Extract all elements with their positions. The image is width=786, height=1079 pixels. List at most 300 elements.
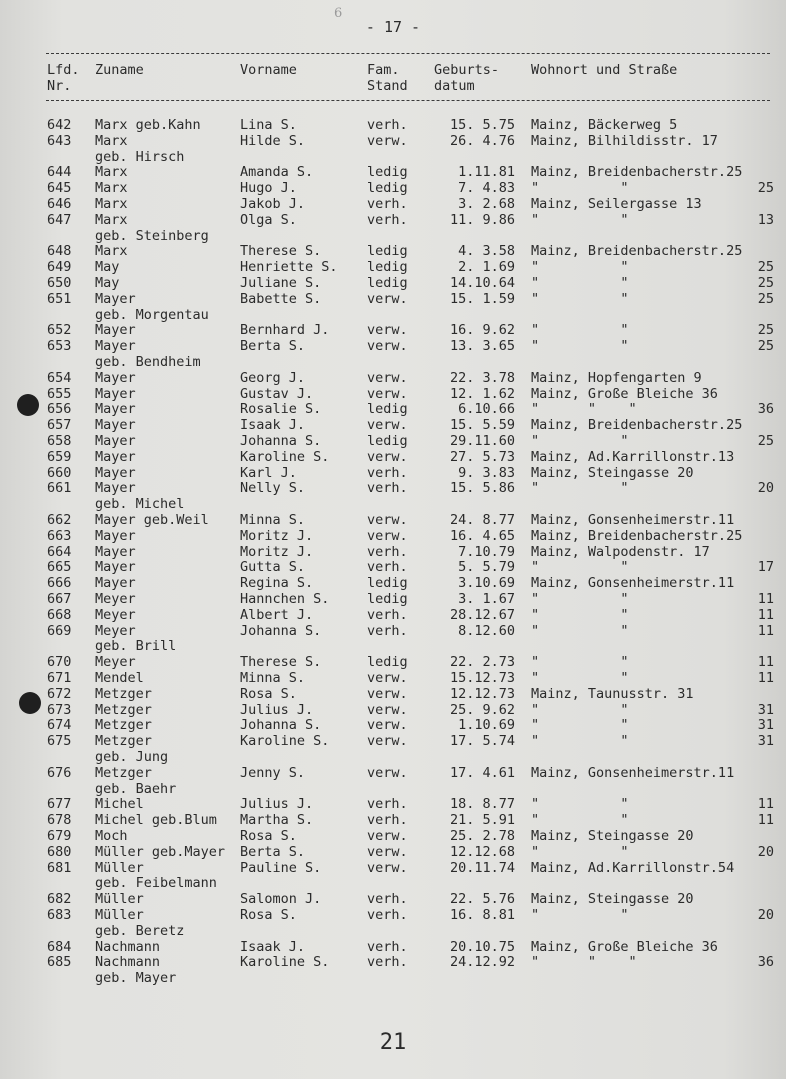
cell-stand: verh. — [367, 939, 408, 955]
cell-datum: 15. 5.75 — [449, 117, 515, 133]
cell-house-number: 31 — [757, 702, 774, 718]
cell-wohnort: Mainz, Breidenbacherstr.25 — [531, 528, 743, 544]
table-row — [0, 275, 786, 291]
cell-zuname: Mendel — [95, 670, 144, 686]
cell-stand: ledig — [367, 164, 408, 180]
cell-stand: ledig — [367, 243, 408, 259]
table-row — [0, 164, 786, 180]
cell-house-number: 25 — [757, 322, 774, 338]
cell-stand: verh. — [367, 196, 408, 212]
cell-nr: 662 — [47, 512, 72, 528]
cell-zuname: May — [95, 259, 120, 275]
cell-datum: 21. 5.91 — [449, 812, 515, 828]
cell-nr: 654 — [47, 370, 72, 386]
cell-wohnort: " " — [531, 812, 629, 828]
table-row — [0, 796, 786, 812]
cell-vorname: Karoline S. — [240, 733, 330, 749]
cell-stand: ledig — [367, 401, 408, 417]
cell-house-number: 20 — [757, 844, 774, 860]
cell-vorname: Minna S. — [240, 512, 306, 528]
cell-nr: 656 — [47, 401, 72, 417]
cell-stand: ledig — [367, 591, 408, 607]
cell-vorname: Jenny S. — [240, 765, 306, 781]
cell-datum: 3. 1.67 — [458, 591, 515, 607]
cell-house-number: 25 — [757, 259, 774, 275]
cell-nr: 670 — [47, 654, 72, 670]
cell-nr: 671 — [47, 670, 72, 686]
cell-zuname: Marx — [95, 243, 128, 259]
cell-zuname: Marx — [95, 180, 128, 196]
cell-wohnort: " " — [531, 259, 629, 275]
cell-zuname: Metzger — [95, 702, 152, 718]
cell-stand: ledig — [367, 654, 408, 670]
cell-datum: 17. 5.74 — [449, 733, 515, 749]
cell-datum: 25. 2.78 — [449, 828, 515, 844]
cell-vorname: Therese S. — [240, 243, 322, 259]
cell-nr: 660 — [47, 465, 72, 481]
table-row — [0, 860, 786, 876]
cell-stand: ledig — [367, 275, 408, 291]
cell-zuname: Meyer — [95, 623, 136, 639]
cell-vorname: Rosalie S. — [240, 401, 322, 417]
cell-datum: 17. 4.61 — [449, 765, 515, 781]
cell-vorname: Rosa S. — [240, 686, 297, 702]
cell-zuname: Mayer — [95, 559, 136, 575]
cell-zuname: May — [95, 275, 120, 291]
cell-house-number: 25 — [757, 275, 774, 291]
cell-vorname: Minna S. — [240, 670, 306, 686]
cell-zuname: Michel geb.Blum — [95, 812, 217, 828]
cell-house-number: 11 — [757, 607, 774, 623]
cell-wohnort: Mainz, Gonsenheimerstr.11 — [531, 575, 735, 591]
table-row — [0, 212, 786, 228]
cell-wohnort: Mainz, Taunusstr. 31 — [531, 686, 694, 702]
cell-zuname: Mayer — [95, 480, 136, 496]
header-stand: Fam. Stand — [367, 62, 408, 94]
cell-nr: 652 — [47, 322, 72, 338]
cell-nr: 677 — [47, 796, 72, 812]
cell-wohnort: " " " — [531, 401, 637, 417]
cell-datum: 28.12.67 — [449, 607, 515, 623]
cell-vorname: Julius J. — [240, 796, 314, 812]
cell-wohnort: Mainz, Bäckerweg 5 — [531, 117, 678, 133]
cell-wohnort: " " — [531, 623, 629, 639]
cell-stand: verh. — [367, 954, 408, 970]
cell-zuname: Mayer — [95, 433, 136, 449]
cell-nr: 665 — [47, 559, 72, 575]
cell-house-number: 17 — [757, 559, 774, 575]
cell-vorname: Jakob J. — [240, 196, 306, 212]
cell-zuname: Michel — [95, 796, 144, 812]
cell-wohnort: " " — [531, 591, 629, 607]
cell-wohnort: Mainz, Große Bleiche 36 — [531, 386, 718, 402]
table-row — [0, 433, 786, 449]
cell-nr: 666 — [47, 575, 72, 591]
cell-stand: verh. — [367, 117, 408, 133]
punch-hole — [17, 394, 39, 416]
cell-nr: 646 — [47, 196, 72, 212]
cell-zuname: Nachmann — [95, 939, 161, 955]
cell-wohnort: Mainz, Bilhildisstr. 17 — [531, 133, 718, 149]
punch-hole — [19, 692, 41, 714]
cell-vorname: Isaak J. — [240, 417, 306, 433]
cell-datum: 27. 5.73 — [449, 449, 515, 465]
cell-vorname: Georg J. — [240, 370, 306, 386]
table-row — [0, 702, 786, 718]
cell-zuname: Müller geb.Mayer — [95, 844, 226, 860]
table-row — [0, 954, 786, 970]
cell-vorname: Rosa S. — [240, 907, 297, 923]
table-row — [0, 686, 786, 702]
cell-datum: 29.11.60 — [449, 433, 515, 449]
cell-wohnort: " " — [531, 212, 629, 228]
cell-vorname: Moritz J. — [240, 528, 314, 544]
cell-wohnort: " " — [531, 559, 629, 575]
cell-datum: 15. 5.86 — [449, 480, 515, 496]
cell-nr: 643 — [47, 133, 72, 149]
cell-nr: 664 — [47, 544, 72, 560]
cell-house-number: 20 — [757, 480, 774, 496]
maiden-name-line: geb. Steinberg — [95, 228, 209, 244]
cell-nr: 657 — [47, 417, 72, 433]
cell-datum: 3.10.69 — [458, 575, 515, 591]
cell-zuname: Metzger — [95, 765, 152, 781]
cell-vorname: Rosa S. — [240, 828, 297, 844]
cell-stand: verw. — [367, 733, 408, 749]
table-row — [0, 117, 786, 133]
cell-wohnort: " " — [531, 907, 629, 923]
cell-zuname: Marx geb.Kahn — [95, 117, 201, 133]
cell-datum: 1.11.81 — [458, 164, 515, 180]
cell-datum: 26. 4.76 — [449, 133, 515, 149]
cell-datum: 15. 1.59 — [449, 291, 515, 307]
table-row — [0, 607, 786, 623]
cell-nr: 684 — [47, 939, 72, 955]
table-row — [0, 370, 786, 386]
cell-zuname: Meyer — [95, 654, 136, 670]
cell-wohnort: Mainz, Seilergasse 13 — [531, 196, 702, 212]
cell-zuname: Metzger — [95, 717, 152, 733]
cell-house-number: 25 — [757, 433, 774, 449]
cell-nr: 661 — [47, 480, 72, 496]
table-row — [0, 528, 786, 544]
cell-wohnort: Mainz, Große Bleiche 36 — [531, 939, 718, 955]
cell-zuname: Marx — [95, 164, 128, 180]
cell-stand: ledig — [367, 180, 408, 196]
cell-wohnort: " " — [531, 291, 629, 307]
cell-wohnort: " " — [531, 607, 629, 623]
cell-stand: verh. — [367, 544, 408, 560]
cell-stand: verh. — [367, 465, 408, 481]
cell-wohnort: Mainz, Breidenbacherstr.25 — [531, 417, 743, 433]
cell-vorname: Johanna S. — [240, 717, 322, 733]
cell-stand: verh. — [367, 559, 408, 575]
cell-datum: 16. 8.81 — [449, 907, 515, 923]
cell-wohnort: " " — [531, 733, 629, 749]
table-row — [0, 670, 786, 686]
cell-stand: verw. — [367, 844, 408, 860]
cell-zuname: Mayer — [95, 465, 136, 481]
cell-nr: 647 — [47, 212, 72, 228]
cell-wohnort: Mainz, Gonsenheimerstr.11 — [531, 765, 735, 781]
cell-datum: 3. 2.68 — [458, 196, 515, 212]
cell-stand: verh. — [367, 212, 408, 228]
cell-zuname: Metzger — [95, 686, 152, 702]
table-row — [0, 133, 786, 149]
footer-number: 21 — [379, 1030, 407, 1055]
cell-zuname: Marx — [95, 133, 128, 149]
cell-stand: ledig — [367, 575, 408, 591]
cell-nr: 649 — [47, 259, 72, 275]
cell-nr: 650 — [47, 275, 72, 291]
cell-vorname: Hugo J. — [240, 180, 297, 196]
cell-zuname: Marx — [95, 212, 128, 228]
cell-stand: verw. — [367, 370, 408, 386]
cell-vorname: Johanna S. — [240, 623, 322, 639]
table-row — [0, 259, 786, 275]
cell-house-number: 13 — [757, 212, 774, 228]
cell-nr: 679 — [47, 828, 72, 844]
cell-house-number: 11 — [757, 796, 774, 812]
cell-wohnort: " " — [531, 338, 629, 354]
table-row — [0, 591, 786, 607]
cell-zuname: Mayer — [95, 370, 136, 386]
cell-stand: verw. — [367, 417, 408, 433]
cell-vorname: Juliane S. — [240, 275, 322, 291]
maiden-name-line: geb. Hirsch — [95, 149, 185, 165]
cell-stand: verw. — [367, 322, 408, 338]
cell-nr: 644 — [47, 164, 72, 180]
cell-datum: 12. 1.62 — [449, 386, 515, 402]
cell-vorname: Julius J. — [240, 702, 314, 718]
cell-nr: 682 — [47, 891, 72, 907]
cell-wohnort: " " " — [531, 954, 637, 970]
cell-vorname: Karl J. — [240, 465, 297, 481]
cell-vorname: Pauline S. — [240, 860, 322, 876]
cell-wohnort: Mainz, Steingasse 20 — [531, 891, 694, 907]
cell-wohnort: " " — [531, 796, 629, 812]
cell-vorname: Henriette S. — [240, 259, 338, 275]
cell-nr: 674 — [47, 717, 72, 733]
cell-house-number: 25 — [757, 291, 774, 307]
cell-stand: verh. — [367, 480, 408, 496]
cell-wohnort: Mainz, Breidenbacherstr.25 — [531, 164, 743, 180]
table-row — [0, 844, 786, 860]
table-row — [0, 654, 786, 670]
cell-nr: 648 — [47, 243, 72, 259]
cell-nr: 663 — [47, 528, 72, 544]
table-row — [0, 717, 786, 733]
cell-zuname: Müller — [95, 907, 144, 923]
cell-datum: 15. 5.59 — [449, 417, 515, 433]
cell-stand: verw. — [367, 338, 408, 354]
cell-nr: 651 — [47, 291, 72, 307]
cell-stand: verw. — [367, 765, 408, 781]
cell-wohnort: Mainz, Ad.Karrillonstr.13 — [531, 449, 735, 465]
cell-wohnort: Mainz, Hopfengarten 9 — [531, 370, 702, 386]
cell-datum: 1.10.69 — [458, 717, 515, 733]
cell-nr: 683 — [47, 907, 72, 923]
maiden-name-line: geb. Jung — [95, 749, 169, 765]
cell-zuname: Mayer — [95, 386, 136, 402]
cell-stand: verw. — [367, 686, 408, 702]
cell-vorname: Isaak J. — [240, 939, 306, 955]
cell-wohnort: " " — [531, 844, 629, 860]
cell-nr: 673 — [47, 702, 72, 718]
cell-stand: verw. — [367, 386, 408, 402]
cell-stand: verh. — [367, 623, 408, 639]
cell-datum: 22. 5.76 — [449, 891, 515, 907]
cell-vorname: Therese S. — [240, 654, 322, 670]
maiden-name-line: geb. Morgentau — [95, 307, 209, 323]
cell-house-number: 31 — [757, 733, 774, 749]
cell-house-number: 11 — [757, 812, 774, 828]
cell-zuname: Müller — [95, 891, 144, 907]
table-row — [0, 544, 786, 560]
cell-wohnort: " " — [531, 433, 629, 449]
cell-nr: 668 — [47, 607, 72, 623]
cell-nr: 645 — [47, 180, 72, 196]
maiden-name-line: geb. Baehr — [95, 781, 177, 797]
cell-stand: verw. — [367, 528, 408, 544]
cell-vorname: Karoline S. — [240, 954, 330, 970]
cell-zuname: Mayer — [95, 338, 136, 354]
cell-nr: 685 — [47, 954, 72, 970]
cell-vorname: Bernhard J. — [240, 322, 330, 338]
table-row — [0, 338, 786, 354]
cell-wohnort: " " — [531, 670, 629, 686]
table-row — [0, 465, 786, 481]
cell-zuname: Marx — [95, 196, 128, 212]
cell-nr: 680 — [47, 844, 72, 860]
cell-datum: 15.12.73 — [449, 670, 515, 686]
table-row — [0, 480, 786, 496]
cell-vorname: Albert J. — [240, 607, 314, 623]
cell-house-number: 11 — [757, 654, 774, 670]
cell-nr: 642 — [47, 117, 72, 133]
cell-zuname: Müller — [95, 860, 144, 876]
table-row — [0, 939, 786, 955]
cell-vorname: Berta S. — [240, 844, 306, 860]
cell-vorname: Martha S. — [240, 812, 314, 828]
cell-house-number: 25 — [757, 180, 774, 196]
cell-house-number: 20 — [757, 907, 774, 923]
cell-stand: verw. — [367, 512, 408, 528]
maiden-name-line: geb. Feibelmann — [95, 875, 217, 891]
cell-datum: 12.12.68 — [449, 844, 515, 860]
cell-vorname: Babette S. — [240, 291, 322, 307]
table-row — [0, 907, 786, 923]
cell-vorname: Olga S. — [240, 212, 297, 228]
cell-vorname: Amanda S. — [240, 164, 314, 180]
cell-stand: verw. — [367, 133, 408, 149]
cell-stand: ledig — [367, 259, 408, 275]
cell-nr: 681 — [47, 860, 72, 876]
cell-datum: 20.10.75 — [449, 939, 515, 955]
header-nr: Lfd. Nr. — [47, 62, 80, 94]
header-zuname: Zuname — [95, 62, 144, 78]
cell-nr: 659 — [47, 449, 72, 465]
maiden-name-line: geb. Beretz — [95, 923, 185, 939]
cell-nr: 667 — [47, 591, 72, 607]
cell-wohnort: Mainz, Steingasse 20 — [531, 465, 694, 481]
cell-house-number: 25 — [757, 338, 774, 354]
header-wohnort: Wohnort und Straße — [531, 62, 678, 78]
cell-zuname: Mayer — [95, 401, 136, 417]
cell-wohnort: Mainz, Walpodenstr. 17 — [531, 544, 710, 560]
table-row — [0, 733, 786, 749]
cell-zuname: Mayer geb.Weil — [95, 512, 209, 528]
cell-vorname: Berta S. — [240, 338, 306, 354]
cell-vorname: Salomon J. — [240, 891, 322, 907]
cell-zuname: Moch — [95, 828, 128, 844]
cell-stand: verw. — [367, 291, 408, 307]
table-row — [0, 828, 786, 844]
cell-vorname: Nelly S. — [240, 480, 306, 496]
cell-datum: 6.10.66 — [458, 401, 515, 417]
table-row — [0, 891, 786, 907]
cell-datum: 20.11.74 — [449, 860, 515, 876]
cell-datum: 16. 9.62 — [449, 322, 515, 338]
cell-vorname: Lina S. — [240, 117, 297, 133]
table-row — [0, 401, 786, 417]
cell-stand: verw. — [367, 717, 408, 733]
cell-vorname: Gustav J. — [240, 386, 314, 402]
cell-datum: 16. 4.65 — [449, 528, 515, 544]
table-row — [0, 765, 786, 781]
table-row — [0, 386, 786, 402]
cell-wohnort: Mainz, Breidenbacherstr.25 — [531, 243, 743, 259]
cell-datum: 5. 5.79 — [458, 559, 515, 575]
maiden-name-line: geb. Brill — [95, 638, 177, 654]
cell-wohnort: " " — [531, 702, 629, 718]
cell-datum: 12.12.73 — [449, 686, 515, 702]
table-row — [0, 559, 786, 575]
page-number: - 17 - — [365, 18, 421, 36]
cell-vorname: Gutta S. — [240, 559, 306, 575]
header-vorname: Vorname — [240, 62, 297, 78]
cell-vorname: Moritz J. — [240, 544, 314, 560]
pencil-mark: 6 — [334, 6, 343, 21]
cell-nr: 658 — [47, 433, 72, 449]
cell-house-number: 11 — [757, 623, 774, 639]
maiden-name-line: geb. Mayer — [95, 970, 177, 986]
cell-nr: 669 — [47, 623, 72, 639]
cell-wohnort: Mainz, Ad.Karrillonstr.54 — [531, 860, 735, 876]
cell-wohnort: " " — [531, 322, 629, 338]
cell-stand: verw. — [367, 702, 408, 718]
cell-wohnort: " " — [531, 480, 629, 496]
header-top-rule — [46, 53, 770, 54]
cell-nr: 653 — [47, 338, 72, 354]
table-row — [0, 575, 786, 591]
cell-vorname: Hilde S. — [240, 133, 306, 149]
cell-datum: 22. 2.73 — [449, 654, 515, 670]
cell-zuname: Meyer — [95, 591, 136, 607]
maiden-name-line: geb. Michel — [95, 496, 185, 512]
cell-vorname: Hannchen S. — [240, 591, 330, 607]
cell-nr: 655 — [47, 386, 72, 402]
cell-zuname: Mayer — [95, 528, 136, 544]
cell-datum: 9. 3.83 — [458, 465, 515, 481]
cell-house-number: 11 — [757, 591, 774, 607]
header-bottom-rule — [46, 100, 770, 101]
table-row — [0, 180, 786, 196]
table-row — [0, 623, 786, 639]
cell-nr: 675 — [47, 733, 72, 749]
cell-stand: ledig — [367, 433, 408, 449]
cell-nr: 678 — [47, 812, 72, 828]
